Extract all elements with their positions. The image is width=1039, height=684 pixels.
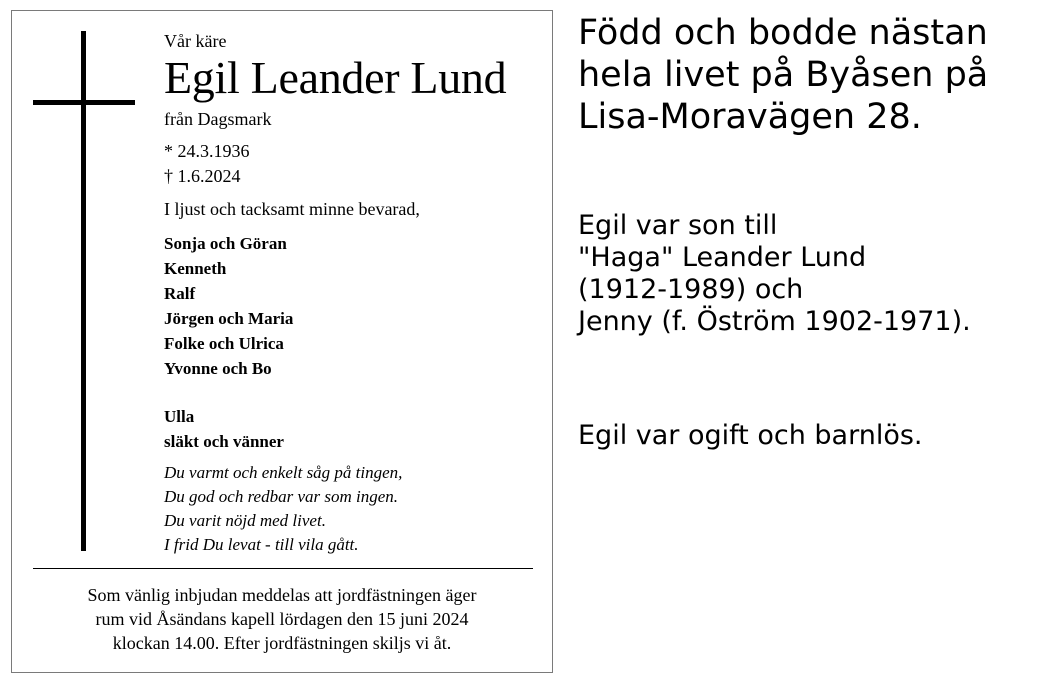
parents-line: Egil var son till: [578, 210, 778, 241]
obituary-notice: [11, 10, 553, 673]
residence-paragraph: [578, 12, 988, 138]
marital-status-paragraph: Egil var ogift och barnlös.: [578, 420, 923, 451]
poem-line: I frid Du levat - till vila gått.: [164, 535, 359, 554]
mourners-list: [164, 231, 293, 381]
memory-line: I ljust och tacksamt minne bevarad,: [164, 199, 420, 219]
mourner-entry: Yvonne och Bo: [164, 359, 272, 378]
poem-line: Du varmt och enkelt såg på tingen,: [164, 463, 403, 482]
greeting: Vår käre: [164, 31, 227, 51]
funeral-line: Som vänlig inbjudan meddelas att jordfästningen äger: [87, 585, 477, 605]
cross-icon-horizontal: [33, 100, 135, 105]
parents-line: Jenny (f. Öström 1902-1971).: [578, 306, 971, 337]
parents-paragraph: [578, 210, 971, 338]
residence-line: hela livet på Byåsen på: [578, 55, 989, 95]
divider: [33, 568, 533, 569]
cross-icon-vertical: [81, 31, 86, 551]
relatives-line: släkt och vänner: [164, 432, 284, 451]
side-notes: [578, 12, 989, 451]
deceased-name: Egil Leander Lund: [164, 52, 507, 103]
mourner-entry: Folke och Ulrica: [164, 334, 284, 353]
funeral-line: rum vid Åsändans kapell lördagen den 15 juni 2024: [95, 609, 469, 629]
mourner-entry: Ralf: [164, 284, 196, 303]
poem-line: Du varit nöjd med livet.: [164, 511, 326, 530]
poem-line: Du god och redbar var som ingen.: [164, 487, 399, 506]
funeral-line: klockan 14.00. Efter jordfästningen skiljs vi åt.: [112, 633, 452, 653]
mourner-entry: Sonja och Göran: [164, 234, 287, 253]
memorial-poem: [164, 461, 402, 557]
birth-date: * 24.3.1936: [164, 141, 250, 161]
parents-line: (1912-1989) och: [578, 274, 804, 305]
spouse-line: Ulla: [164, 407, 195, 426]
mourner-entry: Jörgen och Maria: [164, 309, 294, 328]
funeral-announcement: [12, 583, 552, 655]
residence-line: Lisa-Moravägen 28.: [578, 97, 922, 137]
origin: från Dagsmark: [164, 109, 272, 129]
parents-line: "Haga" Leander Lund: [578, 242, 867, 273]
mourner-entry: Kenneth: [164, 259, 227, 278]
death-date: † 1.6.2024: [164, 166, 241, 186]
residence-line: Född och bodde nästan: [578, 13, 988, 53]
